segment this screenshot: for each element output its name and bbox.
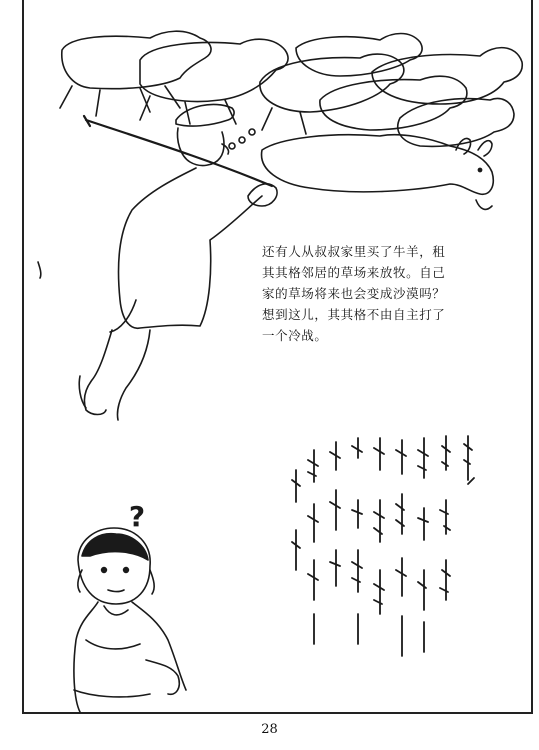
question-mark: ? (128, 500, 146, 533)
girl (74, 528, 186, 712)
question-mark-icon (122, 498, 152, 534)
mongolian-script-text (288, 430, 488, 670)
story-text: 还有人从叔叔家里买了牛羊，租其其格邻居的草场来放牧。自己家的草场将来也会变成沙漠吗？想到这儿，其其格不由自主打了一个冷战。 (262, 244, 446, 343)
sheep-flock (60, 31, 522, 209)
shepherd-man (38, 104, 277, 420)
page-number: 28 (261, 722, 278, 737)
